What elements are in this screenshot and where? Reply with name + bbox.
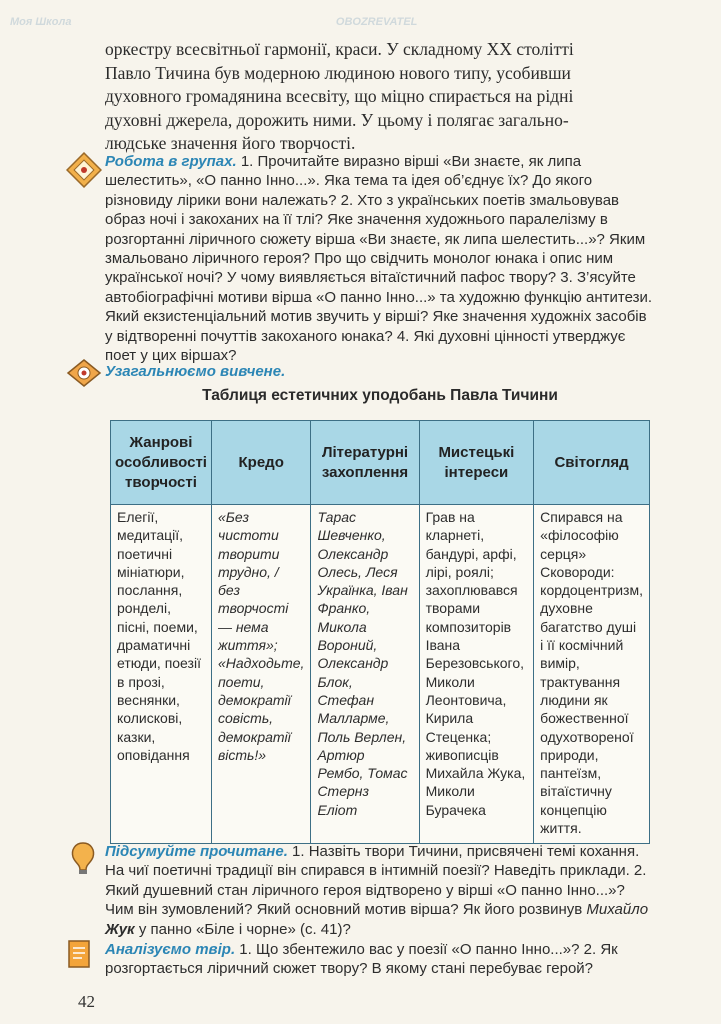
table-title: Таблиця естетичних уподобань Павла Тичини (202, 387, 558, 404)
analyze-icon (66, 938, 94, 975)
header-arts: Мистецькі інтереси (419, 421, 534, 505)
header-worldview: Світогляд (534, 421, 650, 505)
page-number: 42 (78, 992, 95, 1011)
aesthetic-preferences-table (110, 420, 650, 844)
watermark-brand: OBOZREVATEL (335, 16, 418, 28)
cell-genres: Елегії, медитації, поетичні мініатюри, послання, ронделі, пісні, поеми, драматичні етюди, поезії в прозі, веснянки, колискові, казки, оповідання (111, 505, 212, 844)
watermark-school: Моя Школа (10, 16, 72, 28)
intro-line: духовного громадянина всесвіту, що міцно спирається на рідні (105, 86, 574, 106)
generalize-title: Узагальнюємо вивчене. (105, 363, 286, 380)
cell-worldview: Спирався на «філософію серця» Сковороди: кордоцентризм, духовне багатство душі і її космічний вимір, трактування людини як божественної одухотвореної природи, пантеїзм, вітаїстичну концепцію життя. (534, 505, 650, 844)
analyze-title: Аналізуємо твір. (105, 941, 236, 958)
header-literary: Літературні захоплення (311, 421, 419, 505)
intro-line: оркестру всесвітньої гармонії, краси. У складному ХХ столітті (105, 39, 574, 59)
group-work-section (105, 152, 653, 365)
cell-literary (311, 505, 419, 844)
cell-literary-text: Тарас Шевченко, Олександр Олесь, Леся Українка, Іван Франко, Микола Вороний, Олександр Блок, Стефан Малларме, Поль Верлен, Артюр Рембо, Томас Стернз Еліот (317, 509, 408, 818)
table-row (111, 505, 650, 844)
analyze-body: 1. Що збентежило вас у поезії «О панно Інно...»? 2. Як розгортається ліричний сюжет твору? В якому стані перебуває герой? (105, 941, 618, 978)
cell-arts: Грав на кларнеті, бандурі, арфі, лірі, роялі; захоплювався творами композиторів Івана Березовського, Миколи Леонтовича, Кирила Стеценка; живописців Михайла Жука, Миколи Бурачека (419, 505, 534, 844)
cell-credo-text: «Без чистоти творити трудно, / без творчості — нема життя»; «Надходьте, поети, демократії совість, демократії віcть!» (217, 509, 305, 763)
summarize-title: Підсумуйте прочитане. (105, 843, 288, 860)
header-genres: Жанрові особливості творчості (111, 421, 212, 505)
analyze-section (105, 940, 653, 979)
generalize-section (105, 362, 653, 381)
generalize-icon (66, 358, 102, 393)
summarize-body-end: у панно «Біле і чорне» (с. 41)? (134, 920, 351, 938)
group-work-icon (66, 152, 102, 193)
header-credo: Кредо (211, 421, 310, 505)
summarize-artist-last: Жук (105, 920, 135, 938)
intro-line: людське значення його творчості. (105, 133, 356, 153)
summarize-artist-first: Михайло (586, 901, 649, 919)
summarize-icon (66, 840, 100, 881)
intro-line: духовні джерела, дорожить ними. У цьому і полягає загально- (105, 109, 569, 130)
group-work-title: Робота в групах. (105, 153, 237, 170)
table-header-row (111, 421, 650, 505)
watermark (10, 12, 417, 30)
summarize-section (105, 842, 653, 939)
intro-line: Павло Тичина був модерною людиною нового типу, усобивши (105, 62, 571, 83)
intro-paragraph (105, 38, 653, 156)
group-work-body: 1. Прочитайте виразно вірші «Ви знаєте, як липа шелестить», «О панно Інно...». Яка тема та ідея об’єднує їх? До якого різновиду лірики вони належать? 2. Хто з українських поетів змальовував образ ночі і закоханих на її тлі? Яке значення художнього паралелізму в розгортанні ліричного сюжету вірша «Ви знаєте, як липа шелестить...»? Яким змальовано ліричного героя? Про що свідчить монолог юнака і опис ним української ночі? У чому виявляється вітаїстичний пафос твору? 3. З’ясуйте автобіографічні мотиви вірша «О панно Інно...» та художню функцію антитези. Який екзистенціальний мотив звучить у вірші? Яке значення художніх засобів у відтворенні почуттів закоханого юнака? 4. Які духовні цінності утверджує поет у цих віршах? (105, 153, 653, 365)
cell-credo (211, 505, 310, 844)
summarize-body: 1. Назвіть твори Тичини, присвячені темі кохання. На чиї поетичні традиції він спирався в інтимній поезії? Наведіть приклади. 2. Який душевний стан ліричного героя відтворено у вірші «О панно Інно...»? Чим він зумовлений? Який основний мотив вірша? Як його розвинув (105, 843, 647, 919)
